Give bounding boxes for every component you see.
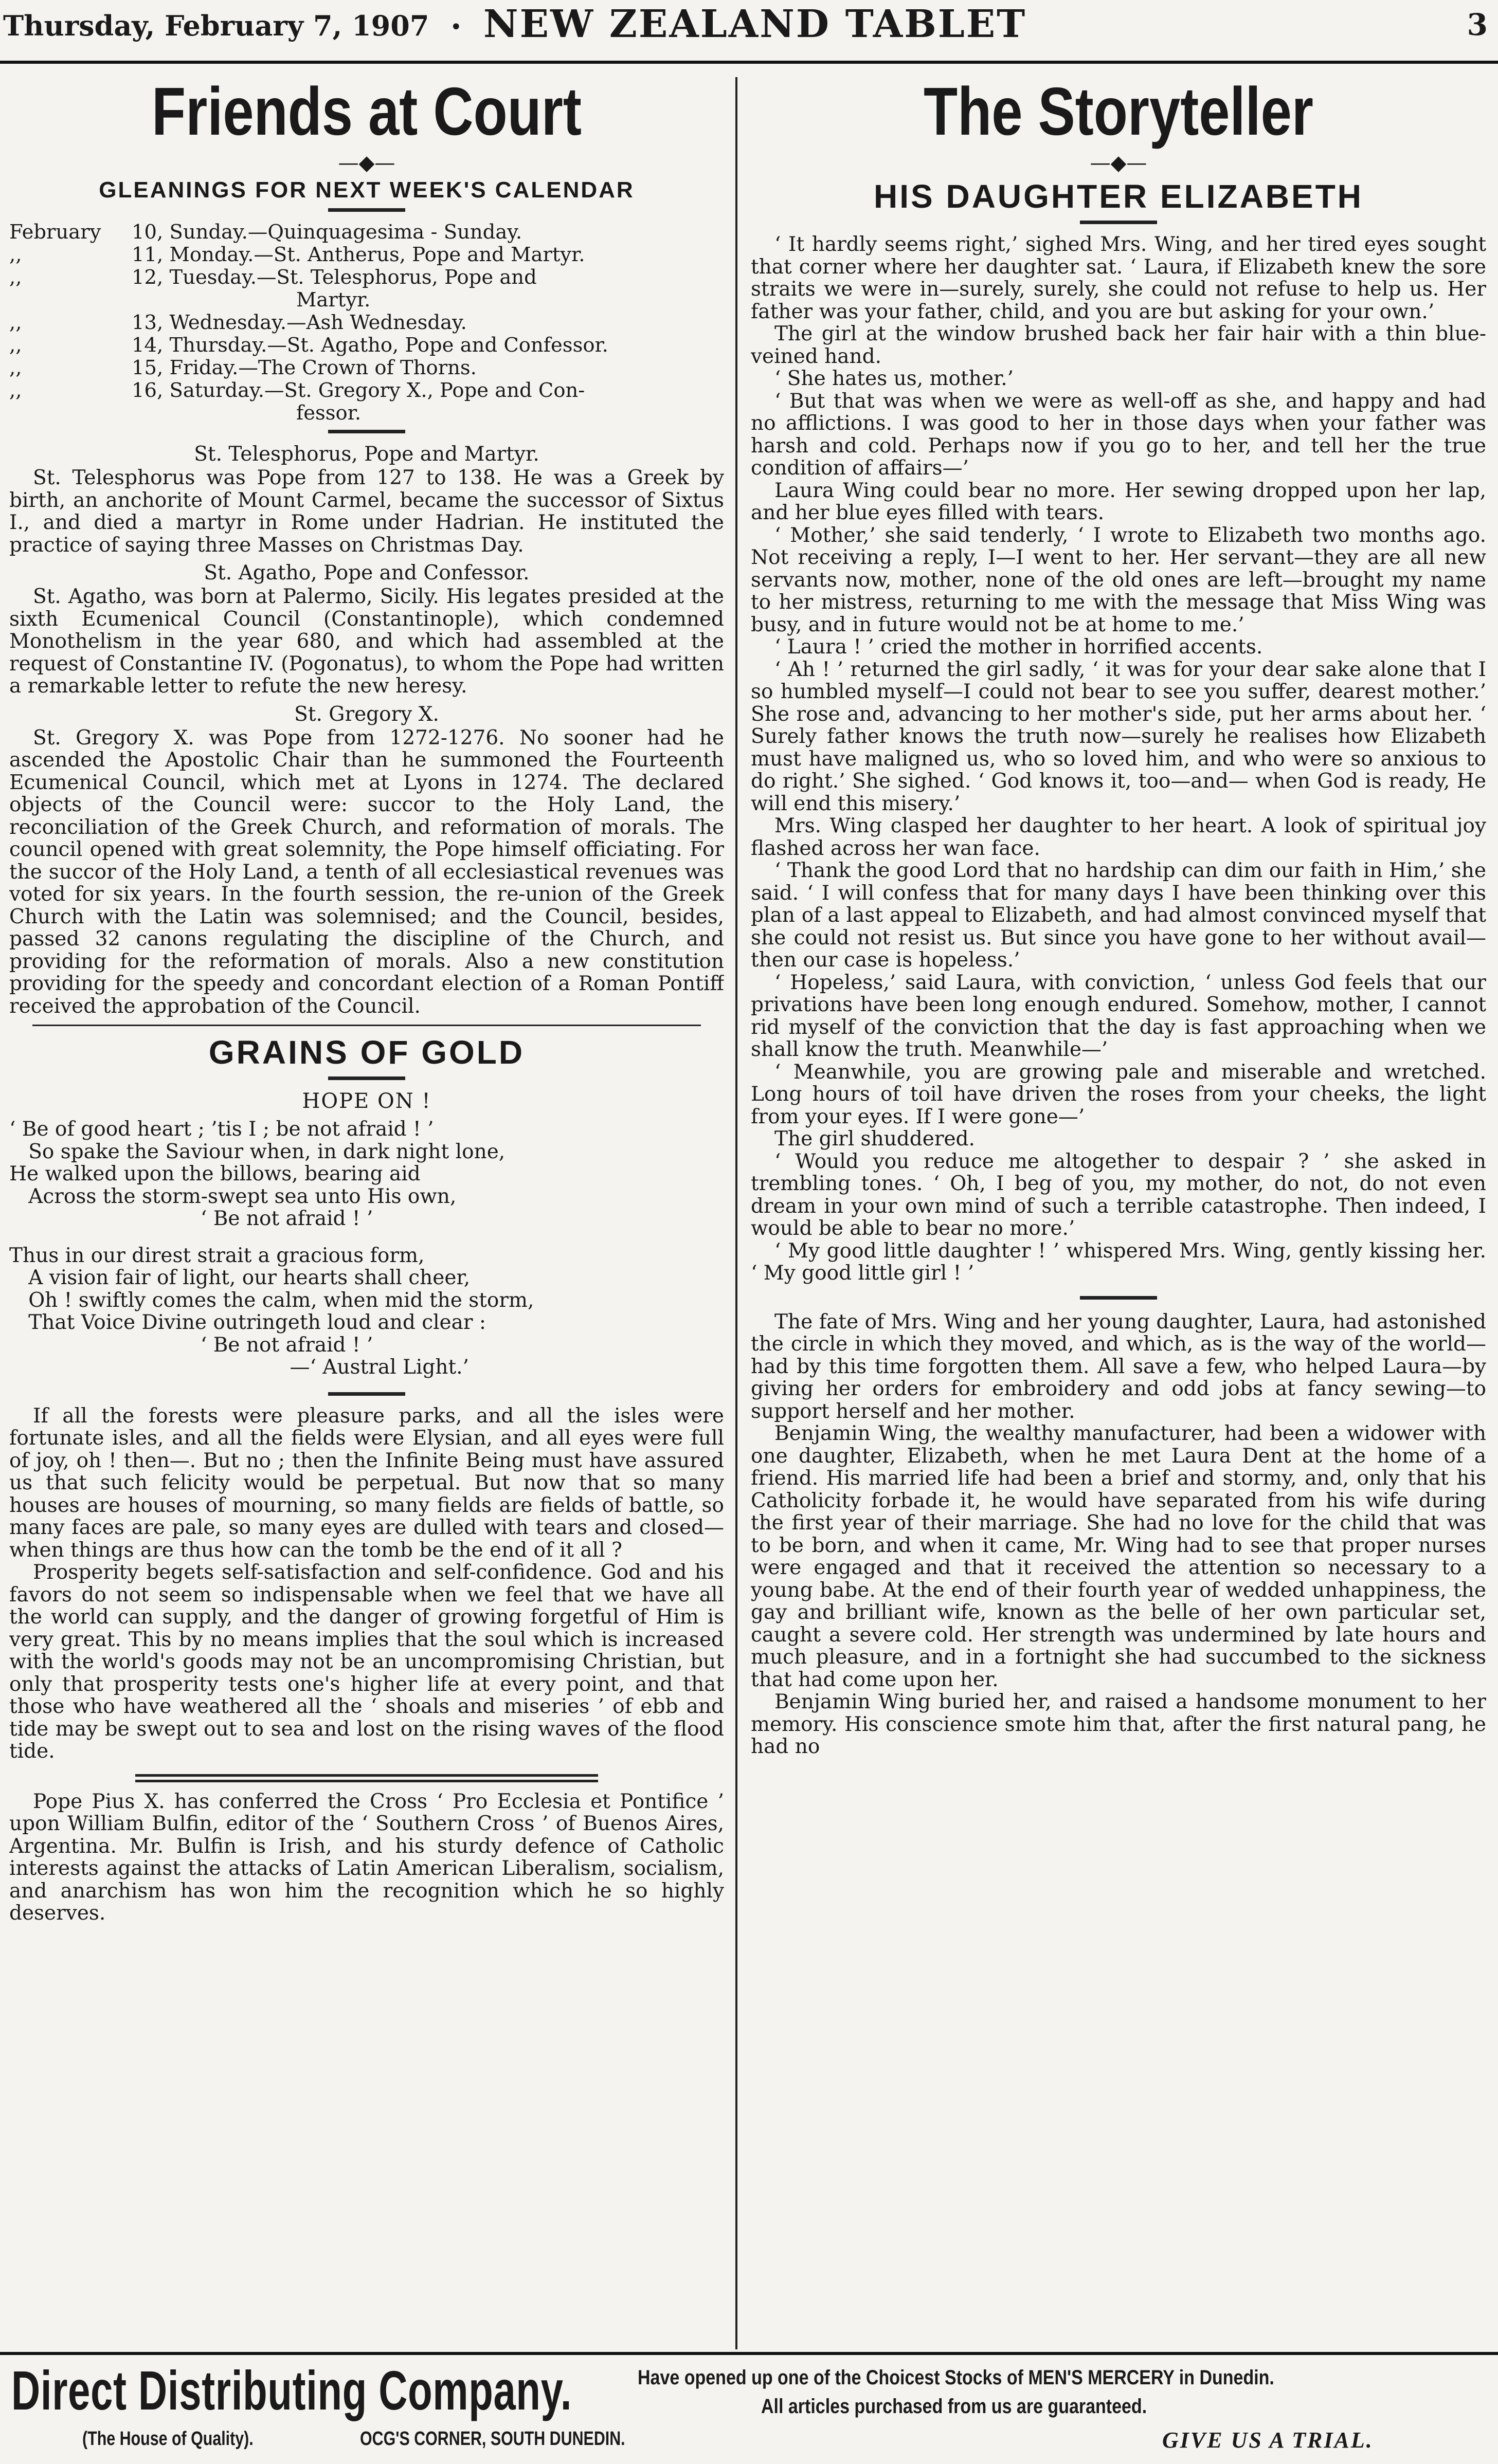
poem-stanza-2	[9, 1245, 724, 1379]
saint-heading: St. Telesphorus, Pope and Martyr.	[194, 443, 539, 466]
story-paragraph: The girl at the window brushed back her fair hair with a thin blue-veined hand.	[751, 322, 1486, 368]
saint-paragraph: St. Agatho, was born at Palermo, Sicily. His legates presided at the sixth Ecumenical Council (Constantinople), which condemned Monothelism in the year 680, and which had assembled at the request of Constantine IV. (Pogonatus), to whom the Pope had written a remarkable letter to refute the new heresy.	[9, 585, 724, 698]
calendar-month: ,,	[9, 243, 22, 267]
saint-paragraph: St. Telesphorus was Pope from 127 to 138. He was a Greek by birth, an anchorite of Mount Carmel, became the successor of Sixtus I., and died a martyr in Rome under Hadrian. He instituted the practice of saying three Masses on Christmas Day.	[9, 466, 724, 557]
story-paragraph: Benjamin Wing, the wealthy manufacturer, had been a widower with one daughter, Elizabeth, when he met Laura Dent at the home of a friend. His married life had been a brief and stormy, and, only that his Catholicity forbade it, he would have separated from his wife during the first year of their marriage. She had no love for the child that was to be born, and when it came, Mr. Wing had to see that proper nurses were engaged and that it received the attention so necessary to a young babe. At the end of their fourth year of wedded unhappiness, the gay and brilliant wife, known as the belle of her own particular set, caught a severe cold. Her strength was undermined by late hours and much pleasure, and in a fortnight she had succumbed to the sickness that had come upon her.	[751, 1422, 1486, 1691]
short-rule	[1080, 1296, 1157, 1300]
story-paragraph: ‘ Meanwhile, you are growing pale and miserable and wretched. Long hours of toil have driven the roses from your cheeks, the light from your eyes. If I were gone—’	[751, 1060, 1486, 1128]
story-paragraph: ‘ Mother,’ she said tenderly, ‘ I wrote to Elizabeth two months ago. Not receiving a reply, I—I went to her. Her servant—they are all new servants now, mother, none of the old ones are left—brought my name to her mistress, returning to me with the message that Miss Wing was busy, and in future would not be at home to me.’	[751, 523, 1486, 636]
saint-heading: St. Gregory X.	[294, 702, 439, 726]
calendar-row	[9, 334, 724, 357]
poem-line: ‘ Be not afraid ! ’	[9, 1333, 373, 1357]
section-title-storyteller: The Storyteller	[924, 74, 1313, 149]
calendar-entry: 11, Monday.—St. Antherus, Pope and Martyr.	[132, 243, 585, 267]
section-rule	[32, 1025, 701, 1026]
poem-line: That Voice Divine outringeth loud and clear :	[9, 1311, 486, 1335]
story-paragraph: ‘ Ah ! ’ returned the girl sadly, ‘ it was for your dear sake alone that I so humbled myself—I could not bear to see you suffer, dearest mother.’ She rose and, advancing to her mother's side, put her arms about her. ‘ Surely father knows the truth now—surely he realises how Elizabeth must have maligned us, who so loved him, and who were so anxious to do right.’ She sighed. ‘ God knows it, too—and— when God is ready, He will end this misery.’	[751, 658, 1486, 815]
ornament-divider: —◆—	[338, 151, 395, 175]
poem-stanza-1	[9, 1118, 724, 1230]
calendar-month: ,,	[9, 334, 22, 357]
calendar-entry: 10, Sunday.—Quinquagesima - Sunday.	[132, 221, 522, 244]
saints-section	[9, 443, 724, 1017]
calendar-month: February	[9, 221, 101, 244]
story-paragraph: The girl shuddered.	[774, 1127, 975, 1151]
calendar-row	[9, 357, 724, 379]
short-rule	[1080, 221, 1157, 224]
poem-line: —‘ Austral Light.’	[9, 1356, 469, 1379]
story-part-2	[751, 1311, 1486, 1758]
ornament-divider: —◆—	[1090, 151, 1147, 175]
ad-trial: GIVE US A TRIAL.	[1162, 2428, 1374, 2453]
story-paragraph: ‘ She hates us, mother.’	[774, 367, 1014, 391]
double-rule-bottom	[135, 1780, 598, 1782]
calendar-month	[9, 402, 132, 425]
ad-line-1: Have opened up one of the Choicest Stocks of MEN'S MERCERY in Dunedin.	[638, 2366, 1274, 2389]
calendar-row	[9, 402, 724, 425]
calendar-month: ,,	[9, 379, 22, 403]
poem-line: So spake the Saviour when, in dark night lone,	[9, 1140, 506, 1163]
pius-paragraph: Pope Pius X. has conferred the Cross ‘ Pro Ecclesia et Pontifice ’ upon William Bulfin, editor of the ‘ Southern Cross ’ of Buenos Aires, Argentina. Mr. Bulfin is Irish, and his sturdy defence of Catholic interests against the attacks of Latin American Liberalism, socialism, and anarchism has won him the recognition which he so highly deserves.	[9, 1790, 724, 1925]
story-paragraph: ‘ Would you reduce me altogether to despair ? ’ she asked in trembling tones. ‘ Oh, I beg of you, my mother, do not, do not even dream in your own mind of such a terrible catastrophe. Then indeed, I would be able to bear no more.’	[751, 1149, 1486, 1240]
short-rule	[328, 430, 405, 433]
poem-line: Thus in our direst strait a gracious form,	[9, 1244, 425, 1267]
saint-paragraph: St. Gregory X. was Pope from 1272-1276. No sooner had he ascended the Apostolic Chair than he summoned the Fourteenth Ecumenical Council, which met at Lyons in 1274. The declared objects of the Council were: succor to the Holy Land, the reconciliation of the Greek Church, and reformation of morals. The council opened with great solemnity, the Pope himself officiating. For the succor of the Holy Land, a tenth of all ecclesiastical revenues was voted for six years. In the fourth session, the re-union of the Greek Church with the Latin was solemnised; and the Council, besides, passed 32 canons regulating the discipline of the Church, and providing for the reformation of morals. Also a new constitution providing for the speedy and concordant election of a Roman Pontiff received the approbation of the Council.	[9, 726, 724, 1018]
story-paragraph: ‘ But that was when we were as well-off as she, and happy and had no afflictions. I was good to her in those days when your father was harsh and cold. Perhaps now if you go to her, and tell her the true condition of affairs—’	[751, 389, 1486, 480]
story-paragraph: ‘ Laura ! ’ cried the mother in horrified accents.	[774, 635, 1263, 659]
section-title-friends-at-court: Friends at Court	[152, 74, 582, 149]
grains-of-gold-heading: GRAINS OF GOLD	[208, 1034, 525, 1071]
poem-line: Across the storm-swept sea unto His own,	[9, 1184, 457, 1208]
advertiser-name: Direct Distributing Company.	[11, 2359, 572, 2421]
newspaper-title: NEW ZEALAND TABLET	[483, 2, 1027, 46]
bullet-glyph: •	[450, 15, 462, 39]
advertiser-address: OCG'S CORNER, SOUTH DUNEDIN.	[360, 2428, 625, 2450]
calendar-entry: fessor.	[296, 401, 362, 425]
masthead	[0, 0, 1498, 64]
calendar-row	[9, 266, 724, 289]
poem-title: HOPE ON !	[302, 1089, 431, 1114]
calendar-entry: 13, Wednesday.—Ash Wednesday.	[132, 311, 467, 335]
calendar-entry: Martyr.	[296, 288, 371, 312]
advertiser-tagline: (The House of Quality).	[82, 2428, 254, 2450]
double-rule-top	[135, 1774, 598, 1777]
story-paragraph: ‘ Thank the good Lord that no hardship can dim our faith in Him,’ she said. ‘ I will confess that for many days I have been thinking over this plan of a last appeal to Elizabeth, and had almost convinced myself that she could not resist us. But since you have gone to her without avail—then our case is hopeless.’	[751, 859, 1486, 972]
short-rule	[328, 1392, 405, 1396]
calendar-entry: 14, Thursday.—St. Agatho, Pope and Confessor.	[132, 334, 608, 357]
short-rule	[328, 208, 405, 212]
story-paragraph: ‘ It hardly seems right,’ sighed Mrs. Wing, and her tired eyes sought that corner where her daughter sat. ‘ Laura, if Elizabeth knew the sore straits we were in—surely, surely, she could not refuse to help us. Her father was your father, child, and you are but asking for your own.’	[751, 233, 1486, 323]
right-column	[751, 68, 1486, 2350]
short-rule	[328, 1076, 405, 1080]
calendar-subhead: GLEANINGS FOR NEXT WEEK'S CALENDAR	[99, 177, 635, 203]
calendar-month: ,,	[9, 311, 22, 335]
story-paragraph: ‘ Hopeless,’ said Laura, with conviction, ‘ unless God feels that our privations have been long enough endured. Somehow, mother, I cannot rid myself of the conviction that the day is fast approaching when we shall know the truth. Meanwhile—’	[751, 971, 1486, 1062]
calendar-month: ,,	[9, 356, 22, 380]
story-paragraph: The fate of Mrs. Wing and her young daughter, Laura, had astonished the circle in which they moved, and which, as is the way of the world—had by this time forgotten them. All save a few, who helped Laura—by giving her orders for embroidery and odd jobs at fancy sewing—to support herself and her mother.	[751, 1310, 1486, 1423]
forests-essay	[9, 1405, 724, 1763]
left-column	[9, 68, 724, 2350]
saint-heading: St. Agatho, Pope and Confessor.	[204, 561, 530, 585]
calendar-row	[9, 379, 724, 402]
stanza-gap	[9, 1230, 724, 1245]
column-divider	[735, 77, 737, 2349]
poem-line: ‘ Be of good heart ; ’tis I ; be not afraid ! ’	[9, 1118, 434, 1141]
essay-paragraph: If all the forests were pleasure parks, and all the isles were fortunate isles, and all the fields were Elysian, and all eyes were full of joy, oh ! then—. But no ; then the Infinite Being must have assured us that such felicity would be perpetual. But now that so many houses are houses of mourning, so many fields are fields of battle, so many faces are pale, so many eyes are dulled with tears and closed—when things are thus how can the tomb be the end of it all ?	[9, 1404, 724, 1562]
page-number: 3	[1467, 7, 1488, 42]
poem-line: He walked upon the billows, bearing aid	[9, 1162, 421, 1186]
story-paragraph: Mrs. Wing clasped her daughter to her heart. A look of spiritual joy flashed across her wan face.	[751, 814, 1486, 860]
story-paragraph: Benjamin Wing buried her, and raised a handsome monument to her memory. His conscience smote him that, after the first natural pang, he had no	[751, 1690, 1486, 1759]
story-part-1	[751, 233, 1486, 1285]
story-title: HIS DAUGHTER ELIZABETH	[874, 178, 1363, 215]
issue-date: Thursday, February 7, 1907	[3, 9, 429, 42]
calendar-month: ,,	[9, 266, 22, 289]
calendar-row	[9, 312, 724, 334]
poem-line: ‘ Be not afraid ! ’	[9, 1207, 373, 1231]
story-paragraph: Laura Wing could bear no more. Her sewing dropped upon her lap, and her blue eyes filled with tears.	[751, 479, 1486, 525]
essay-paragraph: Prosperity begets self-satisfaction and self-confidence. God and his favors do not seem so indispensable when we feel that we have all the world can supply, and the danger of growing forgetful of Him is very great. This by no means implies that the soul which is increased with the world's goods may not be an uncompromising Christian, but only that prosperity tests one's higher life at every point, and that those who have weathered all the ‘ shoals and miseries ’ of ebb and tide may be swept out to sea and lost on the rising waves of the flood tide.	[9, 1561, 724, 1763]
calendar-month	[9, 289, 132, 312]
advertisement-footer	[0, 2352, 1498, 2464]
calendar-row	[9, 244, 724, 266]
story-paragraph: ‘ My good little daughter ! ’ whispered Mrs. Wing, gently kissing her. ‘ My good little girl ! ’	[751, 1239, 1486, 1285]
poem-line: A vision fair of light, our hearts shall cheer,	[9, 1266, 471, 1290]
ad-line-2: All articles purchased from us are guaranteed.	[761, 2395, 1147, 2418]
calendar-row	[9, 289, 724, 312]
calendar-row	[9, 221, 724, 244]
poem-line: Oh ! swiftly comes the calm, when mid the storm,	[9, 1288, 534, 1312]
calendar-entry: 15, Friday.—The Crown of Thorns.	[132, 356, 477, 380]
calendar-entry: 12, Tuesday.—St. Telesphorus, Pope and	[132, 266, 537, 289]
calendar-list	[9, 221, 724, 425]
calendar-entry: 16, Saturday.—St. Gregory X., Pope and Con-	[132, 379, 585, 403]
